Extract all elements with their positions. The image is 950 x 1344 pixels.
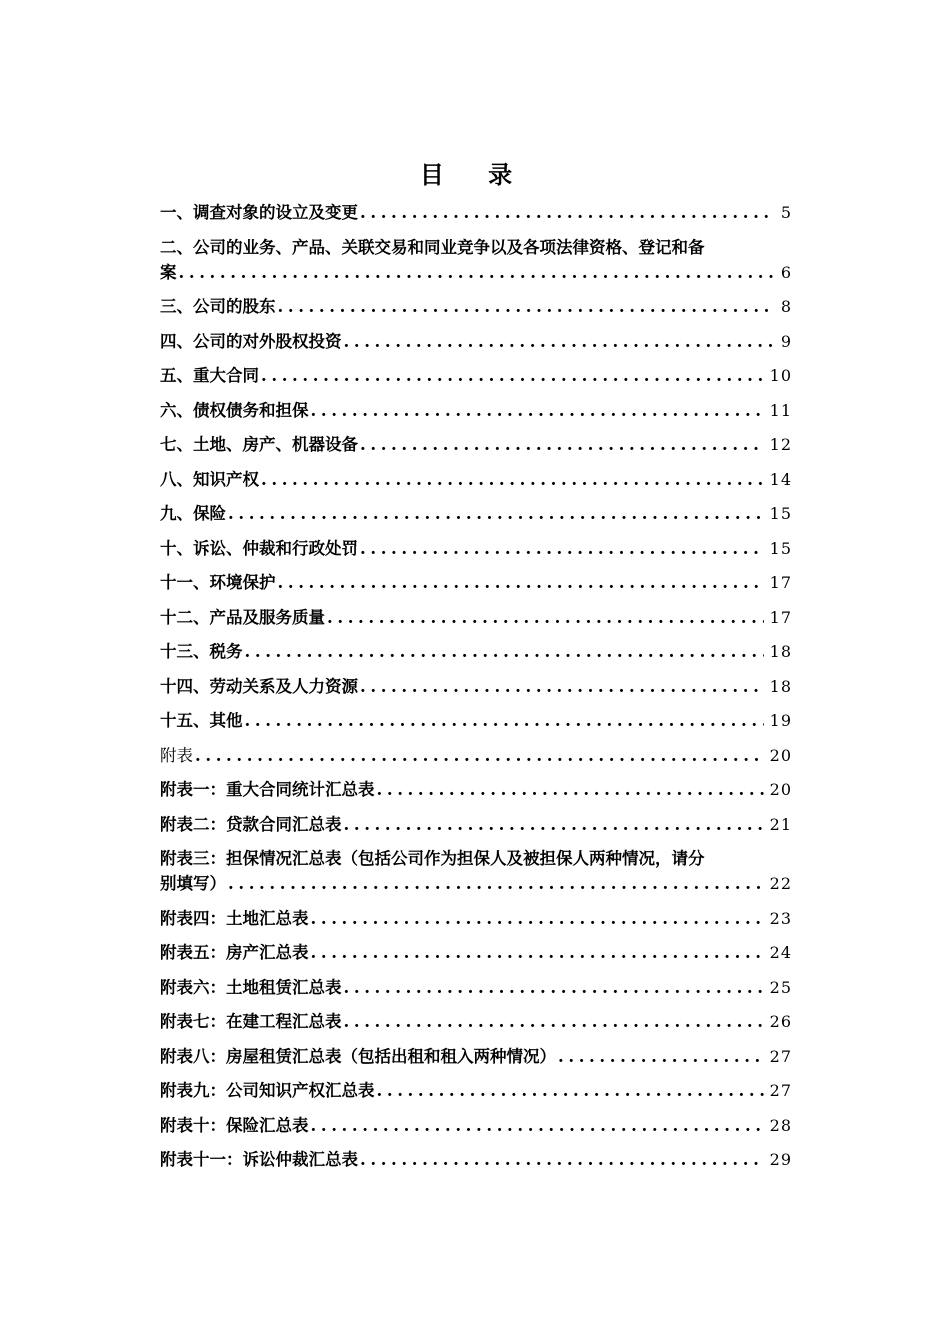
- toc-leader-dots: [344, 975, 764, 1000]
- toc-entry-text: 附表八：房屋租赁汇总表（包括出租和租入两种情况）: [160, 1046, 556, 1066]
- toc-entry-text: 六、债权债务和担保: [160, 400, 309, 420]
- toc-entry[interactable]: [160, 975, 792, 1010]
- toc-entry-text: 十二、产品及服务质量: [160, 607, 325, 627]
- toc-leader-dots: [344, 329, 775, 354]
- toc-page-number: 22: [769, 874, 792, 893]
- toc-page-number: 23: [769, 908, 792, 928]
- toc-page-number: 15: [769, 538, 792, 558]
- toc-entry-text: 附表二：贷款合同汇总表: [160, 814, 342, 834]
- toc-page-number: 19: [769, 711, 792, 730]
- toc-page-number: 8: [780, 297, 792, 316]
- toc-entry[interactable]: [160, 940, 792, 975]
- toc-entry[interactable]: [160, 1009, 792, 1044]
- toc-entry-text: 七、土地、房产、机器设备: [160, 435, 358, 454]
- toc-entry-text: 附表九：公司知识产权汇总表: [160, 1081, 375, 1100]
- toc-page-number: 21: [769, 814, 792, 834]
- toc-leader-dots: [311, 398, 764, 423]
- toc-entry-text-continued: 案: [160, 262, 177, 282]
- toc-page-number: 6: [780, 262, 792, 282]
- toc-leader-dots: [311, 940, 764, 965]
- toc-page-number: 15: [769, 504, 792, 523]
- toc-entry[interactable]: [160, 846, 792, 906]
- toc-entry[interactable]: [160, 1113, 792, 1148]
- toc-leader-dots: [261, 467, 764, 492]
- toc-page-number: 29: [769, 1150, 792, 1169]
- toc-page-number: 14: [769, 469, 792, 489]
- toc-entry[interactable]: [160, 708, 792, 743]
- toc-entry[interactable]: [160, 1044, 792, 1079]
- toc-leader-dots: [261, 363, 764, 388]
- toc-entry[interactable]: [160, 812, 792, 847]
- toc-leader-dots: [360, 674, 764, 699]
- toc-entry-text: 附表四：土地汇总表: [160, 908, 309, 928]
- toc-leader-dots: [360, 200, 775, 225]
- toc-page-number: 26: [769, 1012, 792, 1031]
- toc-entry-text: 四、公司的对外股权投资: [160, 331, 342, 351]
- toc-entry-text: 附表六：土地租赁汇总表: [160, 977, 342, 997]
- toc-entry[interactable]: [160, 777, 792, 812]
- toc-entry[interactable]: [160, 1078, 792, 1113]
- toc-entry[interactable]: [160, 501, 792, 536]
- toc-page-number: 9: [780, 331, 792, 351]
- toc-entry-text: 附表一：重大合同统计汇总表: [160, 780, 375, 799]
- toc-leader-dots: [327, 605, 764, 630]
- toc-entry-text-continued: 别填写）: [160, 874, 226, 893]
- toc-leader-dots: [228, 501, 764, 526]
- toc-entry[interactable]: [160, 329, 792, 364]
- toc-page-number: 11: [769, 400, 792, 420]
- toc-entry[interactable]: [160, 1147, 792, 1182]
- toc-entry[interactable]: [160, 363, 792, 398]
- toc-entry[interactable]: [160, 398, 792, 433]
- toc-entry-text: 二、公司的业务、产品、关联交易和同业竞争以及各项法律资格、登记和备: [160, 237, 705, 257]
- toc-page-number: 27: [769, 1081, 792, 1100]
- toc-entry[interactable]: [160, 906, 792, 941]
- toc-entry-text: 附表十：保险汇总表: [160, 1115, 309, 1135]
- toc-leader-dots: [228, 871, 764, 896]
- toc-page-number: 12: [769, 435, 792, 454]
- toc-entry-text: 五、重大合同: [160, 366, 259, 385]
- toc-leader-dots: [311, 1113, 764, 1138]
- toc-entry-text: 十一、环境保护: [160, 573, 276, 592]
- toc-entry[interactable]: [160, 743, 792, 778]
- toc-page-number: 18: [769, 676, 792, 696]
- toc-leader-dots: [558, 1044, 764, 1069]
- toc-entry[interactable]: [160, 432, 792, 467]
- toc-page-number: 25: [769, 977, 792, 997]
- toc-entry[interactable]: [160, 294, 792, 329]
- toc-leader-dots: [344, 812, 764, 837]
- toc-page-number: 10: [769, 366, 792, 385]
- toc-page-number: 20: [769, 745, 792, 765]
- toc-title: 目 录: [419, 161, 531, 189]
- toc-entry-text: 附表五：房产汇总表: [160, 943, 309, 962]
- toc-leader-dots: [278, 570, 764, 595]
- toc-page-number: 5: [780, 203, 792, 222]
- toc-entry[interactable]: [160, 536, 792, 571]
- toc-page-number: 24: [769, 943, 792, 962]
- toc-leader-dots: [360, 1147, 764, 1172]
- toc-leader-dots: [377, 777, 764, 802]
- toc-entry-text: 十三、税务: [160, 642, 243, 661]
- toc-leader-dots: [179, 260, 775, 285]
- toc-entry[interactable]: [160, 605, 792, 640]
- toc-leader-dots: [360, 432, 764, 457]
- toc-leader-dots: [377, 1078, 764, 1103]
- toc-page-number: 27: [769, 1046, 792, 1066]
- toc-entry-text: 十四、劳动关系及人力资源: [160, 676, 358, 696]
- toc-leader-dots: [195, 743, 764, 768]
- toc-entry-text: 附表三：担保情况汇总表（包括公司作为担保人及被担保人两种情况，请分: [160, 849, 705, 868]
- toc-leader-dots: [245, 708, 764, 733]
- toc-entry-text: 八、知识产权: [160, 469, 259, 489]
- toc-entry[interactable]: [160, 235, 792, 295]
- toc-page-number: 18: [769, 642, 792, 661]
- toc-entry[interactable]: [160, 467, 792, 502]
- toc-leader-dots: [311, 906, 764, 931]
- toc-leader-dots: [344, 1009, 764, 1034]
- toc-leader-dots: [360, 536, 764, 561]
- toc-entry[interactable]: [160, 570, 792, 605]
- toc-entry-text: 附表: [160, 745, 193, 765]
- toc-entry-text: 一、调查对象的设立及变更: [160, 203, 358, 222]
- toc-entry-text: 三、公司的股东: [160, 297, 276, 316]
- toc-entry[interactable]: [160, 200, 792, 235]
- toc-entry[interactable]: [160, 674, 792, 709]
- toc-leader-dots: [245, 639, 764, 664]
- toc-entry-text: 附表十一：诉讼仲裁汇总表: [160, 1150, 358, 1169]
- toc-leader-dots: [278, 294, 775, 319]
- toc-entry-text: 十、诉讼、仲裁和行政处罚: [160, 538, 358, 558]
- toc-page-number: 17: [769, 573, 792, 592]
- toc-entry-text: 十五、其他: [160, 711, 243, 730]
- toc-list: [160, 200, 792, 1182]
- toc-entry-text: 九、保险: [160, 504, 226, 523]
- toc-page-number: 20: [769, 780, 792, 799]
- toc-page-number: 17: [769, 607, 792, 627]
- toc-entry-text: 附表七：在建工程汇总表: [160, 1012, 342, 1031]
- toc-entry[interactable]: [160, 639, 792, 674]
- toc-page-number: 28: [769, 1115, 792, 1135]
